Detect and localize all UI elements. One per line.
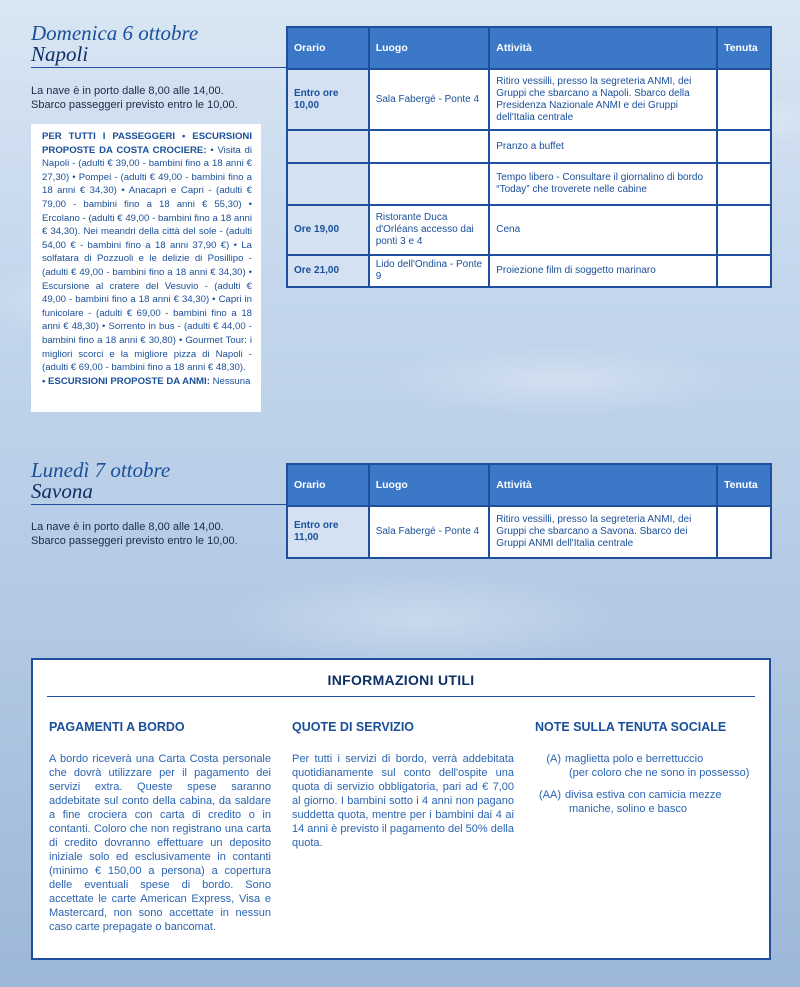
header-dress: Tenuta bbox=[717, 27, 771, 69]
anmi-heading: • ESCURSIONI PROPOSTE DA ANMI: bbox=[42, 375, 210, 387]
table-header-row bbox=[287, 27, 771, 69]
row-place: Ristorante Duca d'Orléans accesso dai ponti 3 e 4 bbox=[369, 205, 490, 255]
row-activity: Ritiro vessilli, presso la segreteria ANMI, dei Gruppi che sbarcano a Napoli. Sbarco della Presidenza Nazionale ANMI e dei Gruppi dell'Italia centrale bbox=[489, 69, 717, 130]
table-row bbox=[287, 69, 771, 130]
payments-heading: PAGAMENTI A BORDO bbox=[49, 720, 185, 734]
note-line: maglietta polo e berrettuccio bbox=[565, 753, 704, 765]
header-place: Luogo bbox=[369, 464, 490, 506]
header-activity: Attività bbox=[489, 464, 717, 506]
info-box bbox=[31, 658, 771, 960]
row-place: Sala Fabergé - Ponte 4 bbox=[369, 506, 490, 558]
row-place bbox=[369, 130, 490, 163]
day2-intro bbox=[31, 520, 238, 548]
row-time: Ore 21,00 bbox=[287, 255, 369, 287]
note-line: maniche, solino e basco bbox=[569, 803, 688, 815]
service-text: Per tutti i servizi di bordo, verrà addebitata quotidianamente sul conto dell'ospite una quota di servizio obbligatoria, pari ad € 7,00 al giorno. I bambini sotto i 4 anni non pagano suddetta quota, mentre per i bambini dai 4 ai 14 anni è previsto il pagamento del 50% della quota. bbox=[292, 753, 514, 849]
excursions-heading: PER TUTTI I PASSEGGERI • ESCURSIONI PROPOSTE DA COSTA CROCIERE: bbox=[42, 131, 252, 156]
day1-title bbox=[31, 23, 198, 65]
row-dress bbox=[717, 163, 771, 205]
dress-notes-section bbox=[535, 720, 757, 824]
day2-schedule-table bbox=[286, 463, 772, 559]
row-place: Sala Fabergé - Ponte 4 bbox=[369, 69, 490, 130]
row-activity: Pranzo a buffet bbox=[489, 130, 717, 163]
excursions-box bbox=[31, 124, 261, 412]
table-row bbox=[287, 506, 771, 558]
divider bbox=[47, 696, 755, 697]
row-time: Entro ore 11,00 bbox=[287, 506, 369, 558]
row-time: Entro ore 10,00 bbox=[287, 69, 369, 130]
row-dress bbox=[717, 255, 771, 287]
day1-city: Napoli bbox=[31, 42, 89, 66]
header-time: Orario bbox=[287, 27, 369, 69]
note-line: divisa estiva con camicia mezze bbox=[565, 789, 722, 801]
divider bbox=[31, 67, 287, 68]
header-time: Orario bbox=[287, 464, 369, 506]
day1-date: Domenica 6 ottobre bbox=[31, 21, 199, 45]
table-header-row bbox=[287, 464, 771, 506]
dress-note bbox=[535, 788, 757, 816]
row-dress bbox=[717, 69, 771, 130]
day2-title bbox=[31, 460, 170, 502]
intro-line: La nave è in porto dalle 8,00 alle 14,00. bbox=[31, 85, 224, 97]
note-key: (AA) bbox=[539, 789, 561, 801]
header-place: Luogo bbox=[369, 27, 490, 69]
day2-date: Lunedì 7 ottobre bbox=[31, 458, 171, 482]
row-place bbox=[369, 163, 490, 205]
divider bbox=[31, 504, 287, 505]
day1-intro bbox=[31, 84, 238, 112]
row-dress bbox=[717, 506, 771, 558]
row-dress bbox=[717, 205, 771, 255]
dress-note bbox=[535, 752, 757, 780]
dress-heading: NOTE SULLA TENUTA SOCIALE bbox=[535, 720, 727, 734]
service-heading: QUOTE DI SERVIZIO bbox=[292, 720, 415, 734]
payments-section bbox=[49, 720, 271, 934]
note-key: (A) bbox=[546, 753, 561, 765]
row-place: Lido dell'Ondina - Ponte 9 bbox=[369, 255, 490, 287]
row-activity: Ritiro vessilli, presso la segreteria ANMI, dei Gruppi che sbarcano a Savona. Sbarco dei Gruppi ANMI dell'Italia centrale bbox=[489, 506, 717, 558]
row-time: Ore 19,00 bbox=[287, 205, 369, 255]
note-line: (per coloro che ne sono in possesso) bbox=[569, 767, 750, 779]
day1-schedule-table bbox=[286, 26, 772, 288]
row-activity: Cena bbox=[489, 205, 717, 255]
row-activity: Tempo libero - Consultare il giornalino di bordo “Today” che troverete nelle cabine bbox=[489, 163, 717, 205]
intro-line: La nave è in porto dalle 8,00 alle 14,00. bbox=[31, 521, 224, 533]
row-activity: Proiezione film di soggetto marinaro bbox=[489, 255, 717, 287]
row-time bbox=[287, 130, 369, 163]
table-row bbox=[287, 130, 771, 163]
table-row bbox=[287, 205, 771, 255]
header-dress: Tenuta bbox=[717, 464, 771, 506]
row-time bbox=[287, 163, 369, 205]
row-dress bbox=[717, 130, 771, 163]
table-row bbox=[287, 163, 771, 205]
anmi-value: Nessuna bbox=[212, 375, 251, 387]
info-title: INFORMAZIONI UTILI bbox=[327, 672, 475, 688]
intro-line: Sbarco passeggeri previsto entro le 10,00. bbox=[31, 535, 238, 547]
header-activity: Attività bbox=[489, 27, 717, 69]
day2-city: Savona bbox=[31, 479, 93, 503]
excursions-text: • Visita di Napoli - (adulti € 39,00 - bambini fino a 18 anni € 27,30) • Pompei - (adulti € 49,00 - bambini fino a 18 anni € 34,30) • Anacapri e Capri - (adulti € 79,00 - bambini fino a 18 anni € 55,30) • Ercolano - (adulti € 49,00 - bambini fino a 18 anni € 34,30). Nei meandri della città del sole - (adulti 54,00 € - bambini fino a 18 anni 37,90 €) • La solfatara di Pozzuoli e le delizie di Posillipo - (adulti € 49,00 - bambini fino a 18 anni € 34,30) • Escursione al cratere del Vesuvio - (adulti € 49,00 - bambini fino a 18 anni € 34,30) • Capri in funicolare - (adulti € 69,00 - bambini fino a 18 anni € 48,30) • Sorrento in bus - (adulti € 44,00 - bambini fino a 18 anni € 30,80) • Gourmet Tour: i migliori scorci e la migliore pizza di Napoli - (adulti € 69,00 - bambini fino a 18 anni € 48,30). bbox=[42, 144, 252, 374]
table-row bbox=[287, 255, 771, 287]
service-section bbox=[292, 720, 514, 850]
payments-text: A bordo riceverà una Carta Costa personale che dovrà utilizzare per il pagamento dei servizi extra. Queste spese saranno addebitate sul conto della cabina, da saldare a fine crociera con carta di credito o in contanti. Coloro che non registrano una carta di credito dovranno effettuare un deposito iniziale solo ed esclusivamente in contanti (minimo € 150,00 a persona) a copertura delle eventuali spese di bordo. Sono accettate le carte American Express, Visa e Mastercard, non sono accettate in nessun caso carte prepagate o bancomat. bbox=[49, 753, 271, 933]
intro-line: Sbarco passeggeri previsto entro le 10,00. bbox=[31, 99, 238, 111]
